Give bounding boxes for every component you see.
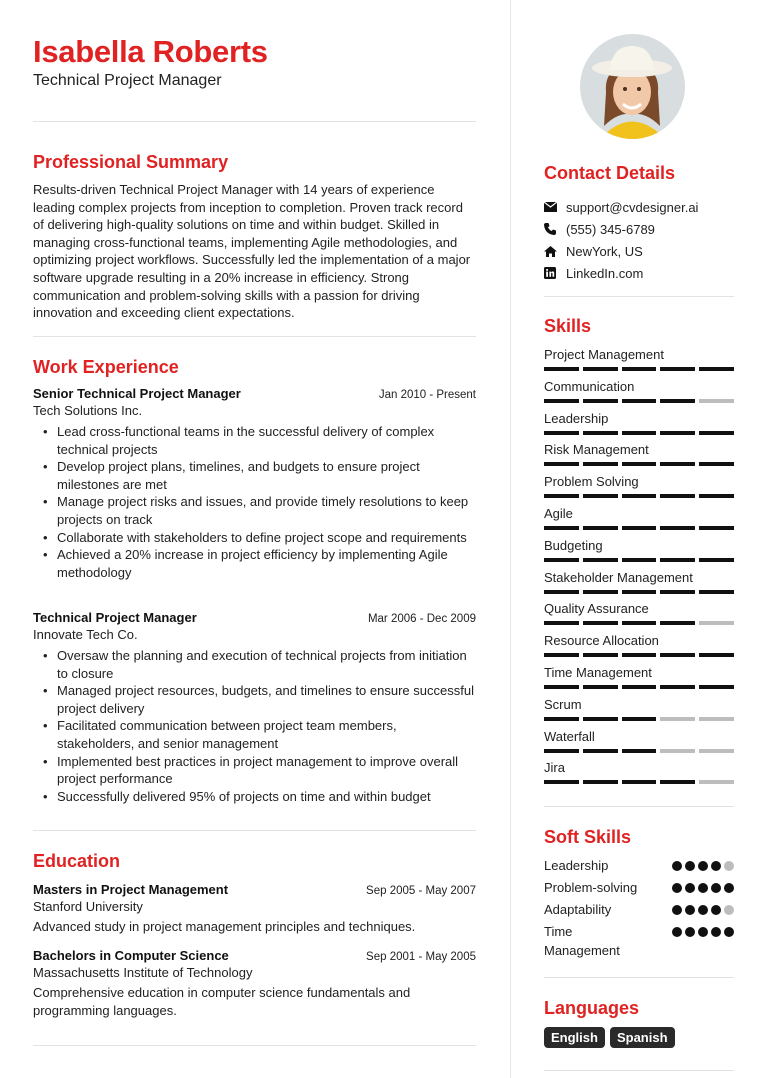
skill-bar-segment — [699, 590, 734, 594]
skill-bar-segment — [699, 462, 734, 466]
skill-bar-segment — [622, 462, 657, 466]
skill-bar-segment — [699, 685, 734, 689]
education-entry — [33, 948, 476, 1019]
skill-row — [544, 633, 734, 657]
skill-bar-segment — [660, 621, 695, 625]
skill-bar-segment — [583, 717, 618, 721]
location-text: NewYork, US — [566, 243, 643, 259]
skill-bar-segment — [544, 653, 579, 657]
skill-bar-segment — [660, 399, 695, 403]
skill-bar-segment — [622, 653, 657, 657]
job-role: Technical Project Manager — [33, 610, 197, 625]
candidate-title: Technical Project Manager — [33, 72, 222, 89]
skill-bar-segment — [544, 494, 579, 498]
job-company: Tech Solutions Inc. — [33, 403, 143, 418]
skill-name: Communication — [544, 378, 635, 394]
contact-email — [544, 196, 734, 218]
avatar-illustration — [580, 34, 685, 139]
skill-bar-segment — [660, 431, 695, 435]
skill-bar-segment — [699, 749, 734, 753]
rating-dot — [685, 883, 695, 893]
soft-skill-row — [544, 922, 734, 960]
skill-name: Stakeholder Management — [544, 569, 693, 585]
contact-linkedin — [544, 262, 734, 284]
linkedin-text: LinkedIn.com — [566, 265, 644, 281]
rating-dot — [685, 927, 695, 937]
skill-level-bars — [544, 621, 734, 625]
skill-bar-segment — [583, 431, 618, 435]
rating-dot — [698, 883, 708, 893]
skill-bar-segment — [622, 399, 657, 403]
skill-name: Problem Solving — [544, 474, 639, 490]
skill-bar-segment — [583, 494, 618, 498]
bullet-item: • Oversaw the planning and execution of technical projects from initiation to closure — [33, 647, 476, 682]
contact-heading: Contact Details — [544, 163, 676, 183]
skill-name: Agile — [544, 506, 573, 521]
experience-heading: Work Experience — [33, 357, 179, 377]
soft-skill-row — [544, 900, 734, 919]
contact-location — [544, 240, 734, 262]
divider — [544, 977, 734, 978]
skill-level-bars — [544, 399, 734, 403]
skill-level-bars — [544, 685, 734, 689]
skill-level-bars — [544, 590, 734, 594]
skill-name: Resource Allocation — [544, 633, 659, 649]
skill-level-bars — [544, 558, 734, 562]
job-entry — [33, 386, 476, 581]
language-tag: English — [544, 1027, 605, 1048]
skill-level-bars — [544, 780, 734, 784]
education-desc: Comprehensive education in computer science fundamentals and programming languages. — [33, 985, 411, 1018]
skill-level-bars — [544, 653, 734, 657]
education-desc: Advanced study in project management principles and techniques. — [33, 919, 416, 934]
skill-level-bars — [544, 462, 734, 466]
skill-bar-segment — [544, 621, 579, 625]
skill-bar-segment — [583, 526, 618, 530]
skill-bar-segment — [699, 621, 734, 625]
skill-bar-segment — [622, 749, 657, 753]
skill-level-bars — [544, 526, 734, 530]
skill-name: Waterfall — [544, 728, 595, 744]
skill-bar-segment — [699, 367, 734, 371]
rating-dot — [724, 861, 734, 871]
column-divider — [510, 0, 511, 1078]
skill-row — [544, 729, 734, 753]
skills-heading: Skills — [544, 316, 592, 336]
skill-bar-segment — [544, 717, 579, 721]
rating-dot — [698, 927, 708, 937]
skill-bar-segment — [544, 367, 579, 371]
skill-bar-segment — [699, 558, 734, 562]
education-entry — [33, 882, 476, 936]
rating-dot — [672, 905, 682, 915]
linkedin-icon — [544, 267, 566, 279]
skill-bar-segment — [660, 462, 695, 466]
skill-row — [544, 601, 734, 625]
phone-text: (555) 345-6789 — [566, 221, 655, 237]
skill-bar-segment — [544, 590, 579, 594]
education-dates: Sep 2001 - May 2005 — [366, 951, 476, 963]
candidate-name: Isabella Roberts — [33, 34, 268, 69]
skill-row — [544, 506, 734, 530]
languages-heading: Languages — [544, 998, 640, 1018]
divider — [33, 121, 476, 122]
skill-bar-segment — [583, 367, 618, 371]
rating-dot — [698, 861, 708, 871]
skill-bar-segment — [622, 717, 657, 721]
skill-bar-segment — [583, 462, 618, 466]
rating-dot — [672, 861, 682, 871]
skill-bar-segment — [660, 749, 695, 753]
divider — [544, 806, 734, 807]
degree-name: Masters in Project Management — [33, 882, 229, 897]
skill-bar-segment — [583, 399, 618, 403]
skill-row — [544, 697, 734, 721]
soft-skill-level-dots — [672, 856, 734, 875]
school-name: Stanford University — [33, 899, 143, 914]
soft-skill-level-dots — [672, 900, 734, 919]
skill-bar-segment — [583, 653, 618, 657]
rating-dot — [724, 927, 734, 937]
skill-bar-segment — [544, 685, 579, 689]
skill-level-bars — [544, 749, 734, 753]
skill-bar-segment — [622, 494, 657, 498]
skill-bar-segment — [622, 431, 657, 435]
contact-list — [544, 196, 734, 284]
job-dates: Jan 2010 - Present — [378, 389, 476, 401]
rating-dot — [724, 905, 734, 915]
divider — [33, 830, 476, 831]
soft-skill-row — [544, 878, 734, 897]
envelope-icon — [544, 202, 566, 212]
skill-bar-segment — [583, 749, 618, 753]
soft-skills-heading: Soft Skills — [544, 827, 632, 847]
rating-dot — [711, 927, 721, 937]
skill-bar-segment — [622, 621, 657, 625]
skill-name: Scrum — [544, 696, 582, 712]
skill-bar-segment — [660, 558, 695, 562]
skill-bar-segment — [544, 780, 579, 784]
skill-bar-segment — [583, 780, 618, 784]
home-icon — [544, 246, 566, 257]
job-bullets — [33, 647, 476, 805]
soft-skill-name: Time Management — [544, 924, 620, 958]
divider — [544, 1070, 734, 1071]
rating-dot — [672, 883, 682, 893]
skill-bar-segment — [699, 494, 734, 498]
skill-bar-segment — [583, 621, 618, 625]
bullet-item: • Facilitated communication between project team members, stakeholders, and senior management — [33, 717, 476, 752]
skill-name: Jira — [544, 760, 565, 776]
skill-bar-segment — [622, 367, 657, 371]
skill-bar-segment — [699, 780, 734, 784]
skill-name: Quality Assurance — [544, 601, 649, 617]
skill-row — [544, 665, 734, 689]
skill-bar-segment — [660, 590, 695, 594]
skill-name: Budgeting — [544, 537, 603, 553]
skill-bar-segment — [622, 685, 657, 689]
skill-bar-segment — [699, 717, 734, 721]
divider — [33, 1045, 476, 1046]
skill-row — [544, 347, 734, 371]
rating-dot — [711, 883, 721, 893]
divider — [33, 336, 476, 337]
skill-bar-segment — [699, 399, 734, 403]
language-tag: Spanish — [610, 1027, 675, 1048]
bullet-item: • Manage project risks and issues, and provide timely resolutions to keep projects on track — [33, 493, 476, 528]
rating-dot — [685, 861, 695, 871]
skill-name: Project Management — [544, 347, 664, 362]
rating-dot — [711, 861, 721, 871]
rating-dot — [724, 883, 734, 893]
summary-text: Results-driven Technical Project Manager with 14 years of experience leading complex projects from inception to completion. Proven track record of delivering high-quality solutions on time and within budget. Skilled in managing cross-functional teams, implementing Agile methodologies, and optimizing project workflows. Successfully led the implementation of a major software upgrade resulting in a 20% increase in efficiency. Strong communication and problem-solving skills with a passion for driving innovation and exceeding client expectations. — [33, 182, 471, 321]
rating-dot — [685, 905, 695, 915]
skill-name: Leadership — [544, 410, 609, 426]
rating-dot — [711, 905, 721, 915]
skill-level-bars — [544, 431, 734, 435]
skill-bar-segment — [544, 462, 579, 466]
bullet-item: • Achieved a 20% increase in project efficiency by implementing Agile methodology — [33, 546, 476, 581]
skill-bar-segment — [699, 431, 734, 435]
bullet-item: • Collaborate with stakeholders to define project scope and requirements — [33, 529, 476, 547]
skill-row — [544, 379, 734, 403]
skill-row — [544, 760, 734, 784]
skill-bar-segment — [622, 590, 657, 594]
skill-bar-segment — [699, 526, 734, 530]
soft-skill-name: Adaptability — [544, 902, 612, 917]
skill-level-bars — [544, 494, 734, 498]
skill-bar-segment — [622, 780, 657, 784]
skill-bar-segment — [622, 558, 657, 562]
skill-row — [544, 442, 734, 466]
bullet-item: • Lead cross-functional teams in the successful delivery of complex technical projects — [33, 423, 476, 458]
rating-dot — [672, 927, 682, 937]
skill-bar-segment — [583, 590, 618, 594]
soft-skill-name: Leadership — [544, 858, 609, 873]
skill-bar-segment — [660, 717, 695, 721]
soft-skill-row — [544, 856, 734, 875]
skill-bar-segment — [544, 749, 579, 753]
bullet-item: • Managed project resources, budgets, and timelines to ensure successful project delivery — [33, 682, 476, 717]
skill-bar-segment — [583, 685, 618, 689]
skill-name: Time Management — [544, 665, 652, 680]
skill-row — [544, 474, 734, 498]
skill-bar-segment — [544, 526, 579, 530]
skill-bar-segment — [660, 780, 695, 784]
skill-bar-segment — [699, 653, 734, 657]
skill-bar-segment — [660, 685, 695, 689]
job-entry — [33, 610, 476, 805]
skill-row — [544, 570, 734, 594]
skill-bar-segment — [660, 653, 695, 657]
skill-bar-segment — [660, 367, 695, 371]
skill-bar-segment — [660, 526, 695, 530]
skill-bar-segment — [544, 558, 579, 562]
skill-name: Risk Management — [544, 442, 649, 458]
job-role: Senior Technical Project Manager — [33, 386, 241, 401]
skill-bar-segment — [660, 494, 695, 498]
education-heading: Education — [33, 851, 121, 871]
job-company: Innovate Tech Co. — [33, 627, 138, 642]
job-dates: Mar 2006 - Dec 2009 — [367, 613, 476, 625]
phone-icon — [544, 223, 566, 235]
education-dates: Sep 2005 - May 2007 — [366, 885, 476, 897]
skill-bar-segment — [544, 399, 579, 403]
email-text: support@cvdesigner.ai — [566, 199, 699, 215]
bullet-item: • Implemented best practices in project management to improve overall project performance — [33, 753, 476, 788]
divider — [544, 296, 734, 297]
profile-photo — [580, 34, 685, 139]
summary-heading: Professional Summary — [33, 152, 229, 172]
skill-row — [544, 411, 734, 435]
skill-bar-segment — [583, 558, 618, 562]
skill-level-bars — [544, 367, 734, 371]
skill-bar-segment — [544, 431, 579, 435]
soft-skill-level-dots — [672, 878, 734, 897]
degree-name: Bachelors in Computer Science — [33, 948, 229, 963]
contact-phone — [544, 218, 734, 240]
school-name: Massachusetts Institute of Technology — [33, 965, 253, 980]
job-bullets — [33, 423, 476, 581]
skill-level-bars — [544, 717, 734, 721]
soft-skill-name: Problem-solving — [544, 880, 638, 895]
languages-list — [544, 1027, 675, 1048]
soft-skill-level-dots — [672, 922, 734, 960]
rating-dot — [698, 905, 708, 915]
bullet-item: • Successfully delivered 95% of projects on time and within budget — [33, 788, 476, 806]
skill-bar-segment — [622, 526, 657, 530]
skill-row — [544, 538, 734, 562]
bullet-item: • Develop project plans, timelines, and budgets to ensure project milestones are met — [33, 458, 476, 493]
